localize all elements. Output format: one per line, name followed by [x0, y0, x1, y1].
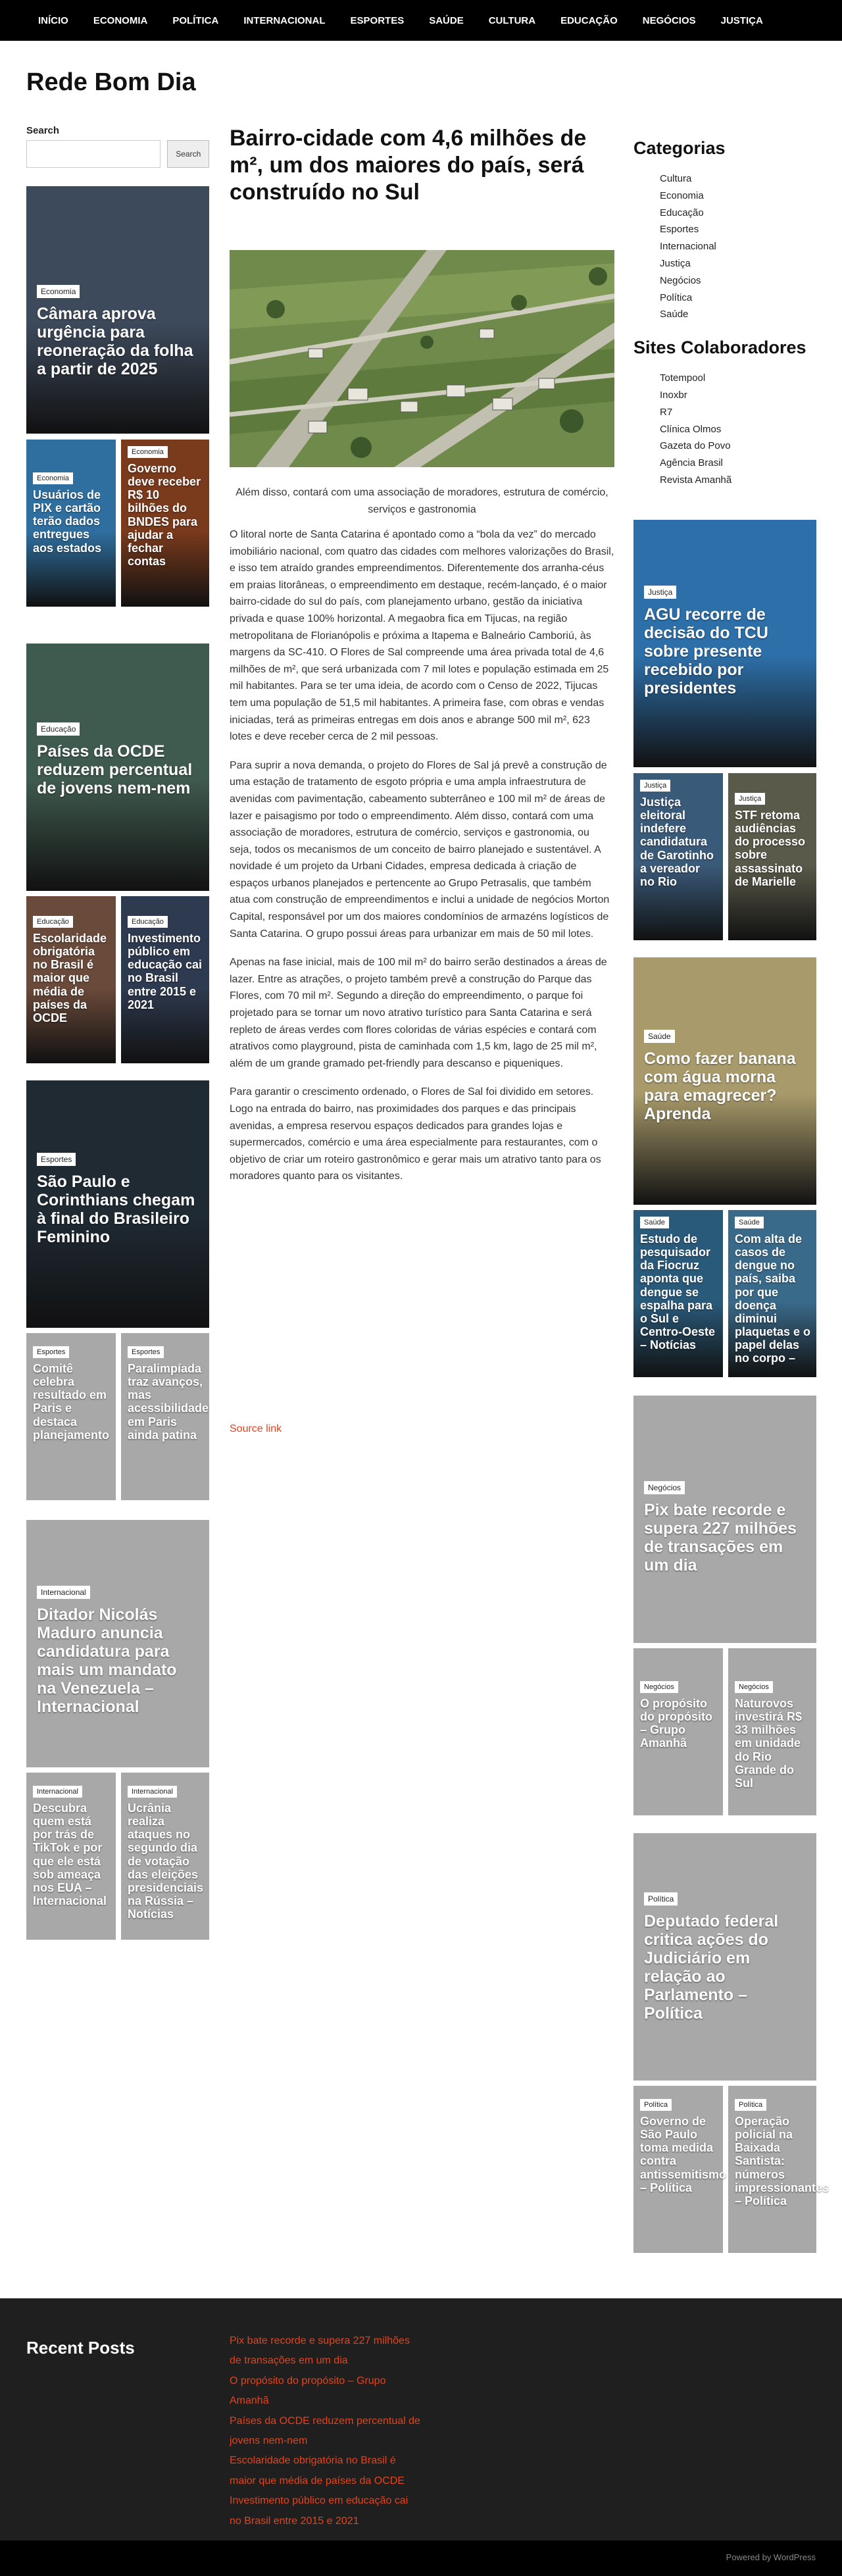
- image-caption: Além disso, contará com uma associação de moradores, estrutura de comércio, serviços e gastronomia: [235, 487, 608, 515]
- category-badge[interactable]: Política: [644, 1892, 678, 1906]
- post-card-title[interactable]: Pix bate recorde e supera 227 milhões de transações em um dia: [644, 1501, 797, 1575]
- sites-heading: Sites Colaboradores: [633, 338, 806, 358]
- article-body: [230, 526, 614, 1197]
- post-card-title[interactable]: Como fazer banana com água morna para emagrecer? Aprenda: [644, 1049, 796, 1123]
- post-card-title[interactable]: Operação policial na Baixada Santista: números impressionantes – Política: [735, 2115, 830, 2208]
- bottom-bar: [0, 2540, 842, 2576]
- post-card[interactable]: [633, 1648, 723, 1815]
- post-card[interactable]: [26, 896, 116, 1063]
- main-article: [230, 125, 614, 1434]
- post-card-title[interactable]: AGU recorre de decisão do TCU sobre presente recebido por presidentes: [644, 605, 768, 697]
- post-card[interactable]: [633, 520, 816, 767]
- post-card[interactable]: [26, 440, 116, 607]
- post-card[interactable]: [728, 2086, 830, 2253]
- recent-posts-list: [230, 2331, 420, 2531]
- search-form: [26, 140, 209, 168]
- nav-item-inicio[interactable]: INÍCIO: [38, 14, 68, 26]
- sites-list: [633, 370, 816, 489]
- post-card-title[interactable]: São Paulo e Corinthians chegam à final do Brasileiro Feminino: [37, 1173, 195, 1246]
- category-badge[interactable]: Política: [735, 2099, 766, 2111]
- post-card[interactable]: [728, 1210, 816, 1377]
- nav-item-politica[interactable]: POLÍTICA: [172, 14, 219, 26]
- post-card-title[interactable]: O propósito do propósito – Grupo Amanhã: [640, 1697, 712, 1750]
- nav-item-justica[interactable]: JUSTIÇA: [720, 14, 763, 26]
- post-card-title[interactable]: Comitê celebra resultado em Paris e destaca planejamento: [33, 1362, 110, 1442]
- post-card[interactable]: [633, 773, 723, 940]
- recent-post-link[interactable]: O propósito do propósito – Grupo Amanhã: [230, 2375, 386, 2407]
- site-link[interactable]: Totempool: [660, 372, 706, 384]
- post-card-title[interactable]: Usuários de PIX e cartão terão dados entregues aos estados: [33, 488, 102, 555]
- post-card-title[interactable]: Governo deve receber R$ 10 bilhões do BNDES para ajudar a fechar contas: [128, 462, 201, 568]
- article-title: Bairro-cidade com 4,6 milhões de m², um dos maiores do país, será construído no Sul: [230, 126, 587, 205]
- search-label: Search: [26, 125, 60, 136]
- post-card[interactable]: [121, 1333, 209, 1500]
- post-card[interactable]: [121, 440, 209, 607]
- category-link[interactable]: Cultura: [660, 173, 692, 184]
- post-card-title[interactable]: Com alta de casos de dengue no país, saiba por que doença diminui plaquetas e o papel delas no corpo –: [735, 1232, 811, 1365]
- category-badge[interactable]: Saúde: [735, 1217, 764, 1228]
- post-card[interactable]: [121, 1773, 209, 1940]
- category-badge[interactable]: Justiça: [644, 586, 676, 599]
- category-badge[interactable]: Justiça: [640, 780, 670, 792]
- category-badge[interactable]: Esportes: [128, 1346, 164, 1358]
- nav-item-internacional[interactable]: INTERNACIONAL: [243, 14, 326, 26]
- categories-heading: Categorias: [633, 138, 726, 158]
- post-card[interactable]: [728, 773, 816, 940]
- post-card[interactable]: [26, 186, 209, 434]
- post-card-title[interactable]: Estudo de pesquisador da Fiocruz aponta que dengue se espalha para o Sul e Centro-Oeste – Notícias: [640, 1232, 716, 1352]
- article-featured-image: [230, 250, 614, 467]
- post-card[interactable]: [26, 1333, 116, 1500]
- right-sidebar: [633, 138, 816, 503]
- category-badge[interactable]: Saúde: [640, 1217, 669, 1228]
- search-button[interactable]: Search: [167, 140, 209, 168]
- post-card[interactable]: [633, 957, 816, 1205]
- nav-item-negocios[interactable]: NEGÓCIOS: [642, 14, 696, 26]
- categories-list: [633, 170, 816, 323]
- category-badge[interactable]: Justiça: [735, 793, 765, 805]
- category-link[interactable]: Esportes: [660, 224, 699, 236]
- post-card-title[interactable]: Câmara aprova urgência para reoneração da folha a partir de 2025: [37, 305, 193, 378]
- category-badge[interactable]: Política: [640, 2099, 672, 2111]
- category-badge[interactable]: Economia: [37, 285, 80, 298]
- post-card[interactable]: [633, 1396, 816, 1643]
- post-card[interactable]: [26, 1080, 209, 1328]
- post-card[interactable]: [728, 1648, 816, 1815]
- site-link[interactable]: Revista Amanhã: [660, 474, 732, 486]
- category-badge[interactable]: Internacional: [33, 1786, 82, 1798]
- category-badge[interactable]: Educação: [128, 916, 168, 928]
- post-card[interactable]: [121, 896, 209, 1063]
- post-card-title[interactable]: Escolaridade obrigatória no Brasil é maior que média de países da OCDE: [33, 932, 107, 1024]
- post-card[interactable]: [26, 644, 209, 891]
- category-badge[interactable]: Saúde: [644, 1030, 675, 1043]
- category-link[interactable]: Saúde: [660, 309, 689, 320]
- category-link[interactable]: Política: [660, 291, 693, 303]
- post-card[interactable]: [26, 1773, 116, 1940]
- post-card[interactable]: [633, 1833, 816, 2081]
- nav-item-cultura[interactable]: CULTURA: [488, 14, 536, 26]
- post-card-title[interactable]: Naturovos investirá R$ 33 milhões em unidade do Rio Grande do Sul: [735, 1697, 803, 1790]
- recent-post-link[interactable]: Pix bate recorde e supera 227 milhões de transações em um dia: [230, 2335, 410, 2367]
- article-paragraph: O litoral norte de Santa Catarina é apontado como a “bola da vez” do mercado imobiliário nacional, com quatro das cidades com melhores valorizações do Brasil, e isso tem atraído grandes empreendimentos. Diferentemente dos arranha-céus em praias litorâneas, o empreendimento em destaque, recém-lançado, é o maior bairro-cidade do sul do país, com planejamento urbano, gestão da iniciativa privada e quase 100% horizontal. A megaobra fica em Tijucas, na região metropolitana de Florianópolis e próxima a Itapema e Balneário Camboriú, às margens da SC-410. O Flores de Sal compreende uma área privada total de 4,6 milhões de m², que será urbanizada com 7 mil lotes e população estimada em 25 mil habitantes. Para se ter uma ideia, de acordo com o Censo de 2022, Tijucas tem uma população de 51,5 mil habitantes. A primeira fase, com obras e vendas iniciadas, terá as primeiras entregas em dois anos e abrange 500 mil m², 623 lotes e deve receber cerca de 2 mil pessoas.: [230, 529, 614, 743]
- category-badge[interactable]: Economia: [33, 472, 73, 484]
- category-badge[interactable]: Negócios: [644, 1481, 685, 1494]
- category-badge[interactable]: Internacional: [37, 1586, 90, 1599]
- site-link[interactable]: Agência Brasil: [660, 457, 723, 469]
- category-badge[interactable]: Esportes: [37, 1153, 76, 1166]
- category-badge[interactable]: Economia: [128, 446, 168, 458]
- post-card[interactable]: [26, 1520, 209, 1767]
- category-link[interactable]: Justiça: [660, 257, 691, 269]
- article-paragraph: Para garantir o crescimento ordenado, o Flores de Sal foi dividido em setores. Logo na entrada do bairro, nas proximidades dos parques e das principais avenidas, a empresa reservou espaços dedicados para grandes lojas e supermercados, comércio e uma área especialmente para restaurantes, com o objetivo de criar um roteiro gastronômico e gerar mais um atrativo tanto para os moradores quanto para os visitantes.: [230, 1086, 601, 1182]
- category-badge[interactable]: Educação: [37, 722, 80, 736]
- nav-item-saude[interactable]: SAÚDE: [429, 14, 464, 26]
- post-card-title[interactable]: Ditador Nicolás Maduro anuncia candidatura para mais um mandato na Venezuela – Internacional: [37, 1605, 177, 1716]
- article-paragraph: Apenas na fase inicial, mais de 100 mil m² do bairro serão destinados a áreas de lazer. Entre as atrações, o projeto também prevê a construção do Parque das Flores, com 70 mil m². Segundo a direção do empreendimento, o parque foi projetado para se tornar um novo atrativo turístico para Santa Catarina e será repleto de áreas verdes com flores coloridas de várias espécies e contará com atrativos como playground, pista de caminhada com 1,5 km, lago de 25 mil m², além de um grande gramado pet-friendly para descanso e piqueniques.: [230, 957, 607, 1069]
- category-badge[interactable]: Esportes: [33, 1346, 69, 1358]
- powered-by: Powered by WordPress: [726, 2552, 816, 2562]
- category-badge[interactable]: Internacional: [128, 1786, 177, 1798]
- footer: [0, 2298, 842, 2540]
- site-link[interactable]: Gazeta do Povo: [660, 440, 731, 452]
- article-paragraph: Para suprir a nova demanda, o projeto do Flores de Sal já prevê a construção de uma estação de tratamento de esgoto própria e uma ampla infraestrutura de avenidas com pavimentação, cabeamento subterrâneo e 100 mil m² de áreas de lazer e paisagismo por todo o empreendimento. Além disso, contará com uma associação de moradores, estrutura de comércio, serviços e gastronomia, ou seja, todos os mecanismos de um conceito de bairro planejado e sustentável. A novidade é um projeto da Urbani Cidades, empresa dedicada à criação de espaços urbanos planejados e pertencente ao Grupo Petrasalis, que também atua com construção de empreendimentos e inclui a unidade de negócios Morton Capital, responsável por um dos maiores condomínios de armazéns logísticos de Santa Catarina. O grupo possui áreas para urbanizar em mais de 50 mil lotes.: [230, 759, 610, 940]
- site-title[interactable]: Rede Bom Dia: [26, 68, 196, 96]
- recent-post-link[interactable]: Escolaridade obrigatória no Brasil é maior que média de países da OCDE: [230, 2455, 405, 2487]
- post-card-title[interactable]: STF retoma audiências do processo sobre assassinato de Marielle: [735, 809, 806, 888]
- category-badge[interactable]: Negócios: [640, 1681, 678, 1693]
- site-link[interactable]: R7: [660, 406, 673, 418]
- nav-item-esportes[interactable]: ESPORTES: [350, 14, 405, 26]
- post-card[interactable]: [633, 1210, 723, 1377]
- post-card-title[interactable]: Ucrânia realiza ataques no segundo dia de votação das eleições presidenciais na Rússia – Notícias: [128, 1802, 204, 1921]
- category-link[interactable]: Educação: [660, 207, 704, 218]
- recent-posts-heading: Recent Posts: [26, 2338, 135, 2358]
- site-link[interactable]: Clínica Olmos: [660, 423, 722, 435]
- category-badge[interactable]: Negócios: [735, 1681, 773, 1693]
- recent-post-link[interactable]: Investimento público em educação cai no Brasil entre 2015 e 2021: [230, 2495, 409, 2527]
- post-card-title[interactable]: Descubra quem está por trás de TikTok e por que ele está sob ameaça nos EUA – Internacional: [33, 1802, 107, 1908]
- category-link[interactable]: Economia: [660, 189, 704, 201]
- post-card-title[interactable]: Paralimpíada traz avanços, mas acessibilidade em Paris ainda patina: [128, 1362, 209, 1442]
- post-card-title[interactable]: Deputado federal critica ações do Judiciário em relação ao Parlamento – Política: [644, 1912, 779, 2023]
- post-card-title[interactable]: Governo de São Paulo toma medida contra antissemitismo – Política: [640, 2115, 727, 2194]
- post-card-title[interactable]: Países da OCDE reduzem percentual de jovens nem-nem: [37, 742, 193, 797]
- post-card-title[interactable]: Justiça eleitoral indefere candidatura de Garotinho a vereador no Rio: [640, 796, 714, 888]
- site-link[interactable]: Inoxbr: [660, 389, 687, 401]
- post-card-title[interactable]: Investimento público em educação cai no Brasil entre 2015 e 2021: [128, 932, 203, 1011]
- post-card[interactable]: [633, 2086, 727, 2253]
- nav-item-educacao[interactable]: EDUCAÇÃO: [560, 14, 618, 26]
- left-sidebar: [26, 125, 209, 180]
- category-badge[interactable]: Educação: [33, 916, 73, 928]
- category-link[interactable]: Negócios: [660, 274, 701, 286]
- recent-post-link[interactable]: Países da OCDE reduzem percentual de jovens nem-nem: [230, 2415, 420, 2446]
- category-link[interactable]: Internacional: [660, 241, 716, 253]
- top-navigation: [0, 0, 842, 41]
- nav-item-economia[interactable]: ECONOMIA: [93, 14, 148, 26]
- search-input[interactable]: [26, 140, 161, 168]
- source-link[interactable]: Source link: [230, 1423, 282, 1434]
